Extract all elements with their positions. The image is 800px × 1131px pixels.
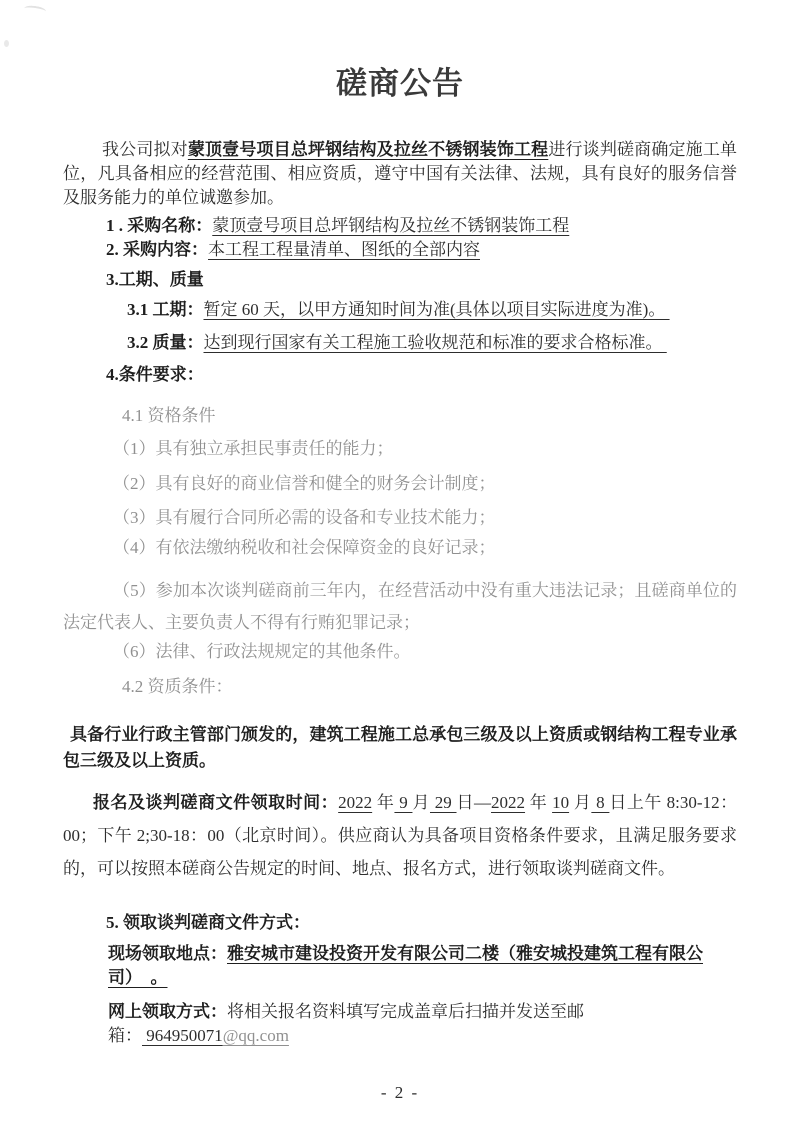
section-4-1-qualification-conditions: 4.1 资格条件 <box>122 406 216 425</box>
condition-item-2: （2）具有良好的商业信誉和健全的财务会计制度； <box>113 474 496 493</box>
sub-item-3-2-quality: 3.2 质量：达到现行国家有关工程施工验收规范和标准的要求合格标准。 <box>127 333 667 352</box>
sub-item-3-1-duration: 3.1 工期：暂定 60 天，以甲方通知时间为准(具体以项目实际进度为准)。 <box>127 300 670 319</box>
list-item-2-purchase-content: 2. 采购内容：本工程工程量清单、图纸的全部内容 <box>106 240 480 259</box>
online-pickup-line: 网上领取方式：将相关报名资料填写完成盖章后扫描并发送至邮箱： 964950071@qq.com <box>108 1002 584 1045</box>
page-title: 磋商公告 <box>336 66 464 101</box>
list-item-3-duration-quality: 3.工期、质量 <box>106 270 204 289</box>
list-item-5-document-obtain-method: 5. 领取谈判磋商文件方式： <box>106 913 310 932</box>
scan-artifact-left <box>4 40 9 47</box>
section-4-2-credential-conditions: 4.2 资质条件： <box>122 677 233 696</box>
condition-item-4: （4）有依法缴纳税收和社会保障资金的良好记录； <box>113 538 496 557</box>
condition-item-5: （5）参加本次谈判磋商前三年内，在经营活动中没有重大违法记录；且磋商单位的法定代表人、主要负责人不得有行贿犯罪记录； <box>63 581 737 632</box>
credential-requirement-paragraph: 具备行业行政主管部门颁发的，建筑工程施工总承包三级及以上资质或钢结构工程专业承包三级及以上资质。 <box>63 725 737 770</box>
list-item-1-purchase-name: 1 . 采购名称：蒙顶壹号项目总坪钢结构及拉丝不锈钢装饰工程 <box>106 216 570 235</box>
condition-item-6: （6）法律、行政法规规定的其他条件。 <box>113 642 411 661</box>
scan-artifact-top <box>24 5 47 16</box>
signup-time-paragraph: 报名及谈判磋商文件领取时间：2022 年 9 月 29 日—2022 年 10 月 8 日上午 8:30-12：00；下午 2;30-18：00（北京时间）。供应商认为具备项目资格条件要求，且满足服务要求的，可以按照本磋商公告规定的时间、地点、报名方式，进行领取谈判磋商文件。 <box>63 793 738 878</box>
condition-item-3: （3）具有履行合同所必需的设备和专业技术能力； <box>113 508 496 527</box>
condition-item-1: （1）具有独立承担民事责任的能力； <box>113 439 394 458</box>
onsite-pickup-line: 现场领取地点：雅安城市建设投资开发有限公司二楼（雅安城投建筑工程有限公司） 。 <box>108 944 703 987</box>
page-number: - 2 - <box>380 1083 420 1102</box>
list-item-4-condition-requirements: 4.条件要求： <box>106 365 204 384</box>
intro-paragraph: 我公司拟对蒙顶壹号项目总坪钢结构及拉丝不锈钢装饰工程进行谈判磋商确定施工单位，凡具备相应的经营范围、相应资质，遵守中国有关法律、法规，具有良好的服务信誉及服务能力的单位诚邀参加。 <box>63 140 738 207</box>
